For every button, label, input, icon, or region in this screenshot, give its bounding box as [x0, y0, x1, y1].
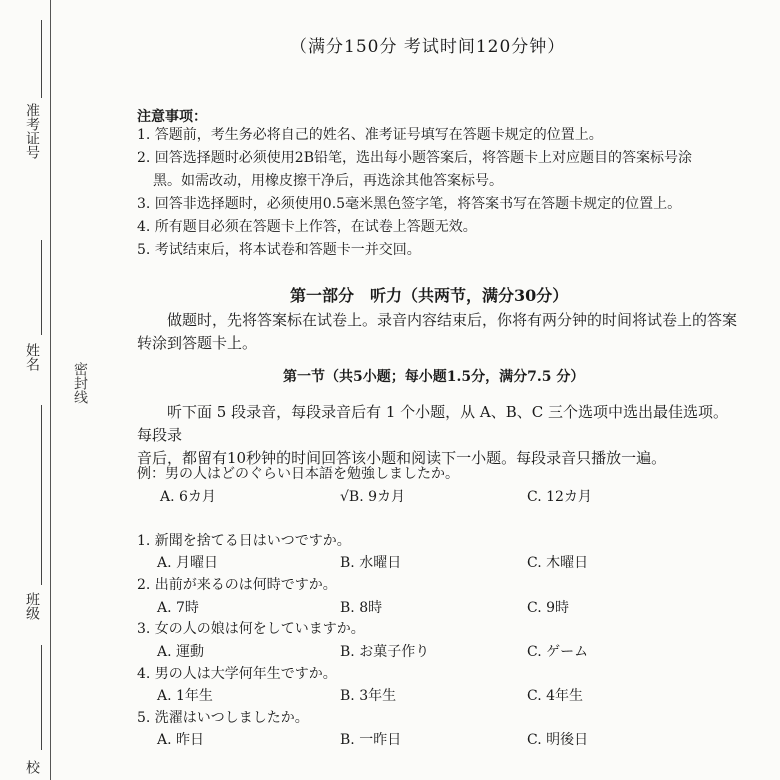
question-option-c[interactable]: C. 4年生 — [527, 688, 584, 704]
question-option-c[interactable]: C. 木曜日 — [527, 555, 589, 571]
notice-item: 3. 回答非选择题时，必须使用0.5毫米黑色签字笔，将答案书写在答题卡规定的位置上。 — [137, 196, 682, 212]
section1-line: 听下面 5 段录音，每段录音后有 1 个小题，从 A、B、C 三个选项中选出最佳选项。每段录 — [137, 403, 729, 444]
question-option-b[interactable]: B. 3年生 — [340, 688, 397, 704]
question-stem: 5. 洗濯はいつしましたか。 — [137, 710, 309, 726]
question-option-b[interactable]: B. 水曜日 — [340, 555, 402, 571]
notice-item: 2. 回答选择题时必须使用2B铅笔，选出每小题答案后，将答题卡上对应题目的答案标号涂 — [137, 150, 693, 166]
notice-item: 4. 所有题目必须在答题卡上作答，在试卷上答题无效。 — [137, 219, 477, 235]
question-option-a[interactable]: A. 月曜日 — [157, 555, 219, 571]
class-rule — [41, 405, 43, 585]
notice-item: 1. 答题前，考生务必将自己的姓名、准考证号填写在答题卡规定的位置上。 — [137, 127, 603, 143]
example-option-a: A. 6カ月 — [160, 489, 216, 505]
notice-item: 5. 考试结束后，将本试卷和答题卡一并交回。 — [137, 242, 421, 258]
seal-line-label: 密封线 — [72, 362, 88, 404]
question-stem: 2. 出前が来るのは何時ですか。 — [137, 577, 337, 593]
question-option-a[interactable]: A. 7時 — [157, 600, 199, 616]
school-label: 校 — [24, 760, 40, 774]
school-rule — [41, 645, 43, 750]
section1-instruction — [137, 401, 737, 470]
question-option-a[interactable]: A. 1年生 — [157, 688, 213, 704]
part1-instruction — [137, 309, 737, 355]
question-stem: 4. 男の人は大学何年生ですか。 — [137, 666, 337, 682]
question-option-c[interactable]: C. 9時 — [527, 600, 570, 616]
exam-number-label: 准考证号 — [24, 103, 40, 159]
class-label: 班级 — [24, 592, 40, 620]
binding-line — [50, 0, 52, 780]
part1-line: 转涂到答题卡上。 — [137, 334, 258, 352]
part1-line: 做题时，先将答案标在试卷上。录音内容结束后，你将有两分钟的时间将试卷上的答案 — [167, 311, 738, 329]
example-stem: 例：男の人はどのぐらい日本語を勉強しましたか。 — [137, 466, 459, 482]
question-option-b[interactable]: B. 一昨日 — [340, 732, 402, 748]
notice-list — [137, 124, 737, 262]
question-stem: 1. 新聞を捨てる日はいつですか。 — [137, 533, 351, 549]
name-rule — [41, 240, 43, 335]
section1-title: 第一节（共5小题；每小题1.5分，满分7.5 分） — [283, 369, 585, 385]
question-stem: 3. 女の人の娘は何をしていますか。 — [137, 621, 365, 637]
question-option-c[interactable]: C. 明後日 — [527, 732, 589, 748]
notice-item: 黑。如需改动，用橡皮擦干净后，再选涂其他答案标号。 — [153, 173, 503, 189]
example-option-b: √B. 9カ月 — [340, 489, 406, 505]
section1-line: 音后，都留有10秒钟的时间回答该小题和阅读下一小题。每段录音只播放一遍。 — [137, 449, 667, 467]
exam-number-rule — [41, 20, 43, 98]
question-option-a[interactable]: A. 昨日 — [157, 732, 205, 748]
exam-score-time: （满分150分 考试时间120分钟） — [290, 37, 566, 57]
question-option-c[interactable]: C. ゲーム — [527, 644, 589, 660]
notice-title: 注意事项： — [137, 109, 207, 125]
part1-title: 第一部分 听力（共两节，满分30分） — [290, 286, 569, 305]
question-option-b[interactable]: B. お菓子作り — [340, 644, 430, 660]
example-option-c: C. 12カ月 — [527, 489, 592, 505]
question-option-b[interactable]: B. 8時 — [340, 600, 383, 616]
name-label: 姓名 — [24, 343, 40, 371]
question-option-a[interactable]: A. 運動 — [157, 644, 205, 660]
